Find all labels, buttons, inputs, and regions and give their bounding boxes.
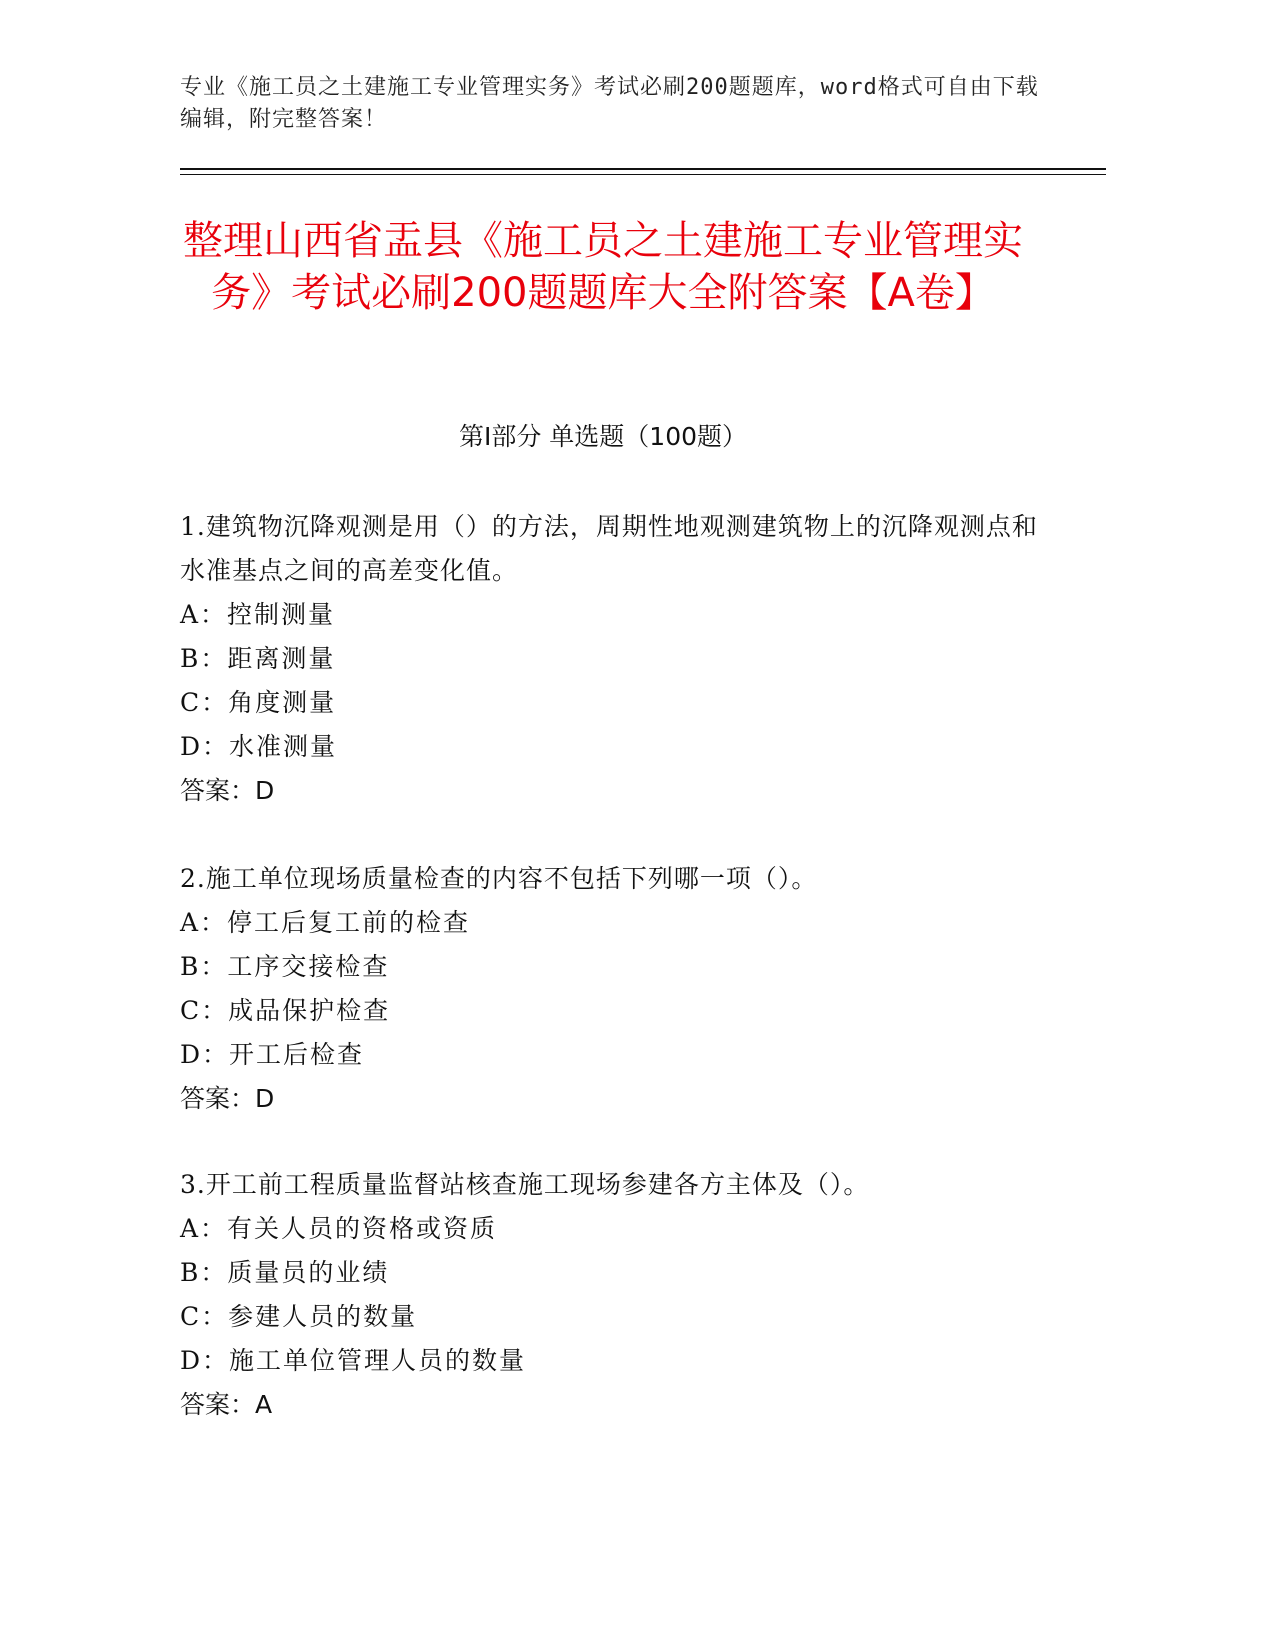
question-list [180,505,1040,1427]
option-b: B：距离测量 [180,644,336,673]
answer: 答案：D [180,776,275,805]
option-c: C：成品保护检查 [180,996,391,1025]
question-2 [180,857,1040,1121]
question-stem: 3.开工前工程质量监督站核查施工现场参建各方主体及（）。 [180,1170,870,1199]
option-b: B：工序交接检查 [180,952,390,981]
header-note: 专业《施工员之土建施工专业管理实务》考试必刷200题题库，word格式可自由下载编辑，附完整答案！ [180,75,1039,132]
header-rule-thick [180,168,1106,170]
question-spacer [180,1121,1040,1163]
question-stem: 1.建筑物沉降观测是用（）的方法，周期性地观测建筑物上的沉降观测点和水准基点之间的高差变化值。 [180,512,1038,585]
answer: 答案：D [180,1084,275,1113]
section-heading: 第I部分 单选题（100题） [458,422,748,451]
answer: 答案：A [180,1390,273,1419]
option-a: A：有关人员的资格或资质 [180,1214,498,1243]
question-1 [180,505,1040,813]
option-d: D：水准测量 [180,732,338,761]
document-title: 整理山西省盂县《施工员之土建施工专业管理实务》考试必刷200题题库大全附答案【A卷】 [183,218,1023,316]
option-a: A：控制测量 [180,600,336,629]
question-3 [180,1163,1040,1427]
option-c: C：参建人员的数量 [180,1302,418,1331]
option-c: C：角度测量 [180,688,337,717]
question-stem: 2.施工单位现场质量检查的内容不包括下列哪一项（）。 [180,864,818,893]
option-d: D：施工单位管理人员的数量 [180,1346,527,1375]
option-a: A：停工后复工前的检查 [180,908,471,937]
option-b: B：质量员的业绩 [180,1258,390,1287]
question-spacer [180,813,1040,857]
header-rule-thin [180,174,1106,175]
option-d: D：开工后检查 [180,1040,365,1069]
